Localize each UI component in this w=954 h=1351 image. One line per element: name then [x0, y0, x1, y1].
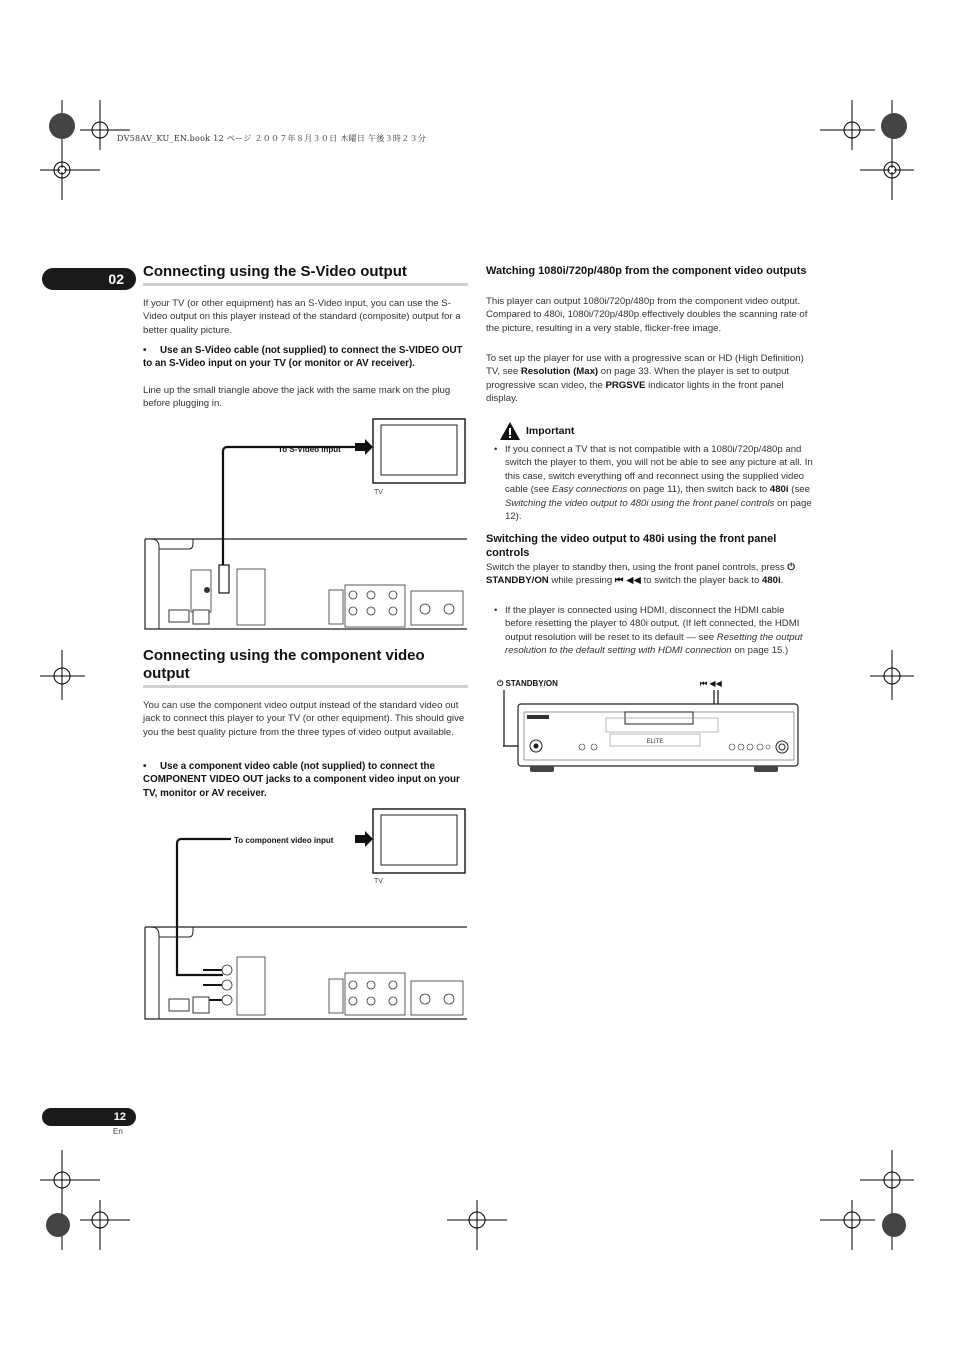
svideo-section-title: Connecting using the S-Video output — [143, 263, 407, 280]
watching-section-title: Watching 1080i/720p/480p from the component video outputs — [486, 265, 807, 277]
watching-p1: This player can output 1080i/720p/480p from the component video output. Compared to 480i, 1080i/720p/480p effectively doubles the scanning rate of the picture, resulting in a very stable, flicker-free image. — [486, 296, 808, 334]
switching-section-title: Switching the video output to 480i using the front panel controls — [486, 533, 777, 559]
front-display-text: ELITE — [646, 739, 664, 745]
component-intro: You can use the component video output instead of the standard video out jack to connect this player to your TV (or other equipment). This should give you the best quality picture from the three types of video output available. — [143, 700, 465, 738]
important-bullet: • If you connect a TV that is not compatible with a 1080i/720p/480p and switch the player to them, you will not be able to see any picture at all. In this case, switch everything off and reconnect using the supplied video cable (see Easy connections on page 11), then switch back to 480i (see Switching the video output to 480i using the front panel controls on page 12). — [494, 444, 813, 523]
language-label: En — [113, 1127, 123, 1136]
watching-p2: To set up the player for use with a progressive scan or HD (High Definition) TV, see Resolution (Max) on page 33. When the player is set to output progressive scan video, the PRGSVE indicator lights in the front panel display. — [486, 353, 804, 405]
svideo-intro: If your TV (or other equipment) has an S-Video input, you can use the S-Video output on this player instead of the standard (composite) output for a better quality picture. — [143, 298, 461, 336]
warning-icon — [499, 421, 521, 441]
standby-label: ⏻ STANDBY/ON — [497, 679, 558, 688]
chapter-number-tab: 02 — [42, 268, 136, 290]
svideo-tv-label: TV — [374, 489, 383, 496]
component-section-title: Connecting using the component video output — [143, 647, 425, 682]
page-number-tab: 12 — [42, 1108, 136, 1126]
skip-label: ⏮ ◀◀ — [700, 679, 722, 688]
svideo-note: Line up the small triangle above the jack with the same mark on the plug before plugging in. — [143, 385, 451, 410]
svideo-step: • Use an S-Video cable (not supplied) to connect the S-VIDEO OUT to an S-Video input on your TV (or monitor or AV receiver). — [143, 345, 463, 370]
player-front-panel — [490, 690, 800, 775]
important-title: Important — [526, 425, 575, 437]
component-diagram-label: To component video input — [234, 836, 334, 845]
switching-text: Switch the player to standby then, using the front panel controls, press ⏻ STANDBY/ON while pressing ⏮ ◀◀ to switch the player back to 480i. — [486, 562, 795, 587]
svideo-title-rule — [143, 283, 468, 286]
print-header: DV58AV_KU_EN.book 12 ページ ２００７年８月３０日 木曜日 午後３時２３分 — [117, 134, 427, 143]
svideo-step-text: Use an S-Video cable (not supplied) to connect the S-VIDEO OUT to an S-Video input on your TV (or monitor or AV receiver). — [143, 345, 463, 370]
component-title-rule — [143, 685, 468, 688]
component-tv-label: TV — [374, 878, 383, 885]
svideo-diagram-label: To S-Video input — [278, 445, 341, 454]
hdmi-note-bullet: • If the player is connected using HDMI, disconnect the HDMI cable before resetting the player to 480i output. (If left connected, the HDMI output resolution will be reset to its default — see Resetting the output resolution to the default setting with HDMI connection on page 15.) — [494, 605, 803, 657]
component-step: • Use a component video cable (not supplied) to connect the COMPONENT VIDEO OUT jacks to a component video input on your TV, monitor or AV receiver. — [143, 761, 460, 799]
component-step-text: Use a component video cable (not supplied) to connect the COMPONENT VIDEO OUT jacks to a component video input on your TV, monitor or AV receiver. — [143, 761, 460, 799]
